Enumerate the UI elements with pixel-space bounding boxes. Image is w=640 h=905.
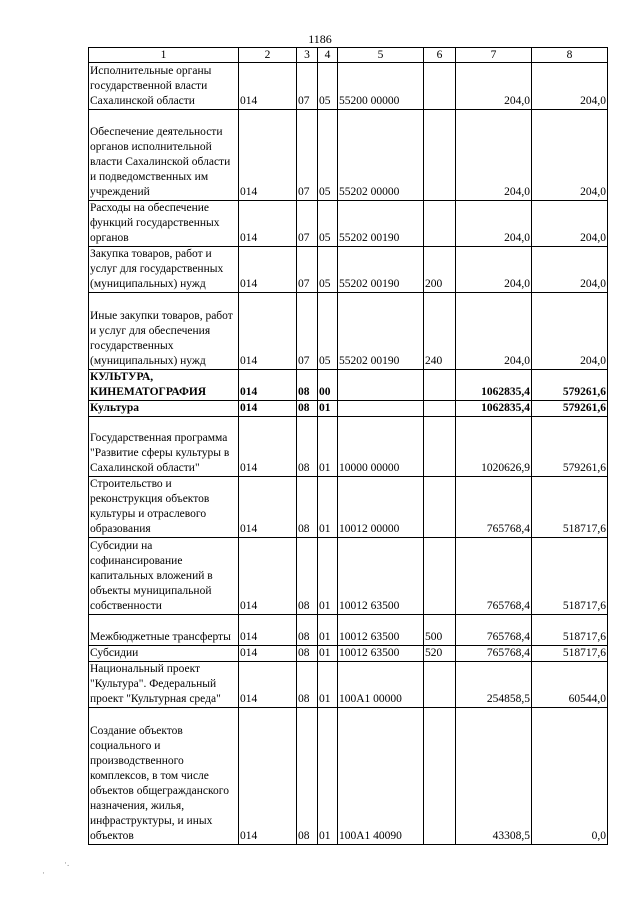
ministry-code-cell: 014 bbox=[239, 477, 297, 538]
subsection-code-cell: 05 bbox=[318, 201, 338, 247]
row-name-cell: Обеспечение деятельности органов исполнительной власти Сахалинской области и подведомственных им учреждений bbox=[89, 110, 239, 201]
table-row bbox=[89, 401, 608, 417]
subsection-code-cell: 05 bbox=[318, 63, 338, 110]
amount-year1-cell: 204,0 bbox=[456, 201, 532, 247]
amount-year1-cell: 254858,5 bbox=[456, 662, 532, 708]
row-name-cell: Государственная программа "Развитие сферы культуры в Сахалинской области" bbox=[89, 417, 239, 477]
table-row bbox=[89, 370, 608, 401]
table-row bbox=[89, 662, 608, 708]
amount-year2-cell: 518717,6 bbox=[532, 477, 608, 538]
page-number: 1186 bbox=[308, 32, 332, 46]
amount-year2-cell: 579261,6 bbox=[532, 370, 608, 401]
amount-year1-cell: 1062835,4 bbox=[456, 370, 532, 401]
amount-year2-cell: 518717,6 bbox=[532, 538, 608, 615]
row-name-cell: Создание объектов социального и производственного комплексов, в том числе объектов общегражданского назначения, жилья, инфраструктуры, и иных объектов bbox=[89, 708, 239, 845]
amount-year2-cell: 204,0 bbox=[532, 63, 608, 110]
subsection-code-cell: 01 bbox=[318, 417, 338, 477]
target-article-cell: 10012 63500 bbox=[338, 646, 424, 662]
column-header: 2 bbox=[239, 48, 297, 63]
expense-type-cell bbox=[424, 401, 456, 417]
column-header: 7 bbox=[456, 48, 532, 63]
column-header: 8 bbox=[532, 48, 608, 63]
ministry-code-cell: 014 bbox=[239, 615, 297, 646]
subsection-code-cell: 01 bbox=[318, 646, 338, 662]
expense-type-cell bbox=[424, 662, 456, 708]
scan-speck: ·. bbox=[64, 858, 70, 868]
subsection-code-cell: 05 bbox=[318, 110, 338, 201]
amount-year1-cell: 204,0 bbox=[456, 247, 532, 293]
table-row bbox=[89, 708, 608, 845]
table-row bbox=[89, 417, 608, 477]
section-code-cell: 07 bbox=[297, 63, 318, 110]
ministry-code-cell: 014 bbox=[239, 538, 297, 615]
section-code-cell: 07 bbox=[297, 110, 318, 201]
subsection-code-cell: 01 bbox=[318, 708, 338, 845]
table-header-row bbox=[89, 48, 608, 63]
amount-year2-cell: 204,0 bbox=[532, 293, 608, 370]
target-article-cell: 55202 00190 bbox=[338, 293, 424, 370]
table-row bbox=[89, 615, 608, 646]
subsection-code-cell: 01 bbox=[318, 662, 338, 708]
target-article-cell: 10012 00000 bbox=[338, 477, 424, 538]
target-article-cell: 55200 00000 bbox=[338, 63, 424, 110]
section-code-cell: 07 bbox=[297, 247, 318, 293]
expense-type-cell: 500 bbox=[424, 615, 456, 646]
table-row bbox=[89, 646, 608, 662]
amount-year2-cell: 204,0 bbox=[532, 247, 608, 293]
amount-year2-cell: 518717,6 bbox=[532, 615, 608, 646]
section-code-cell: 08 bbox=[297, 417, 318, 477]
amount-year1-cell: 765768,4 bbox=[456, 646, 532, 662]
ministry-code-cell: 014 bbox=[239, 63, 297, 110]
target-article-cell: 10012 63500 bbox=[338, 615, 424, 646]
table-row bbox=[89, 477, 608, 538]
target-article-cell: 55202 00190 bbox=[338, 247, 424, 293]
target-article-cell: 55202 00000 bbox=[338, 110, 424, 201]
section-code-cell: 08 bbox=[297, 615, 318, 646]
subsection-code-cell: 05 bbox=[318, 293, 338, 370]
table-row bbox=[89, 538, 608, 615]
amount-year1-cell: 43308,5 bbox=[456, 708, 532, 845]
ministry-code-cell: 014 bbox=[239, 370, 297, 401]
table-row bbox=[89, 247, 608, 293]
table-body bbox=[89, 63, 608, 845]
expense-type-cell bbox=[424, 370, 456, 401]
row-name-cell: Расходы на обеспечение функций государственных органов bbox=[89, 201, 239, 247]
section-code-cell: 08 bbox=[297, 477, 318, 538]
column-header: 1 bbox=[89, 48, 239, 63]
expense-type-cell bbox=[424, 417, 456, 477]
subsection-code-cell: 01 bbox=[318, 538, 338, 615]
amount-year1-cell: 765768,4 bbox=[456, 615, 532, 646]
row-name-cell: КУЛЬТУРА, КИНЕМАТОГРАФИЯ bbox=[89, 370, 239, 401]
ministry-code-cell: 014 bbox=[239, 708, 297, 845]
table-row bbox=[89, 63, 608, 110]
expense-type-cell: 240 bbox=[424, 293, 456, 370]
ministry-code-cell: 014 bbox=[239, 201, 297, 247]
amount-year1-cell: 204,0 bbox=[456, 63, 532, 110]
ministry-code-cell: 014 bbox=[239, 293, 297, 370]
expense-type-cell bbox=[424, 201, 456, 247]
ministry-code-cell: 014 bbox=[239, 401, 297, 417]
column-header: 6 bbox=[424, 48, 456, 63]
subsection-code-cell: 01 bbox=[318, 477, 338, 538]
row-name-cell: Иные закупки товаров, работ и услуг для обеспечения государственных (муниципальных) нужд bbox=[89, 293, 239, 370]
row-name-cell: Межбюджетные трансферты bbox=[89, 615, 239, 646]
section-code-cell: 08 bbox=[297, 401, 318, 417]
ministry-code-cell: 014 bbox=[239, 646, 297, 662]
amount-year2-cell: 204,0 bbox=[532, 110, 608, 201]
table-row bbox=[89, 110, 608, 201]
subsection-code-cell: 01 bbox=[318, 615, 338, 646]
ministry-code-cell: 014 bbox=[239, 662, 297, 708]
amount-year1-cell: 765768,4 bbox=[456, 477, 532, 538]
column-header: 5 bbox=[338, 48, 424, 63]
section-code-cell: 08 bbox=[297, 708, 318, 845]
amount-year2-cell: 518717,6 bbox=[532, 646, 608, 662]
amount-year2-cell: 60544,0 bbox=[532, 662, 608, 708]
row-name-cell: Субсидии bbox=[89, 646, 239, 662]
row-name-cell: Субсидии на софинансирование капитальных вложений в объекты муниципальной собственности bbox=[89, 538, 239, 615]
target-article-cell: 10012 63500 bbox=[338, 538, 424, 615]
amount-year1-cell: 1020626,9 bbox=[456, 417, 532, 477]
row-name-cell: Исполнительные органы государственной власти Сахалинской области bbox=[89, 63, 239, 110]
row-name-cell: Национальный проект "Культура". Федеральный проект "Культурная среда" bbox=[89, 662, 239, 708]
expense-type-cell: 200 bbox=[424, 247, 456, 293]
section-code-cell: 08 bbox=[297, 662, 318, 708]
scan-speck: · bbox=[42, 868, 45, 878]
table-row bbox=[89, 293, 608, 370]
section-code-cell: 08 bbox=[297, 646, 318, 662]
amount-year1-cell: 1062835,4 bbox=[456, 401, 532, 417]
ministry-code-cell: 014 bbox=[239, 417, 297, 477]
amount-year1-cell: 204,0 bbox=[456, 110, 532, 201]
expense-type-cell bbox=[424, 538, 456, 615]
target-article-cell: 100А1 40090 bbox=[338, 708, 424, 845]
amount-year2-cell: 579261,6 bbox=[532, 401, 608, 417]
amount-year2-cell: 0,0 bbox=[532, 708, 608, 845]
amount-year1-cell: 204,0 bbox=[456, 293, 532, 370]
row-name-cell: Культура bbox=[89, 401, 239, 417]
row-name-cell: Строительство и реконструкция объектов культуры и отраслевого образования bbox=[89, 477, 239, 538]
row-name-cell: Закупка товаров, работ и услуг для государственных (муниципальных) нужд bbox=[89, 247, 239, 293]
expense-type-cell bbox=[424, 63, 456, 110]
target-article-cell: 55202 00190 bbox=[338, 201, 424, 247]
ministry-code-cell: 014 bbox=[239, 247, 297, 293]
amount-year2-cell: 579261,6 bbox=[532, 417, 608, 477]
subsection-code-cell: 00 bbox=[318, 370, 338, 401]
target-article-cell: 100А1 00000 bbox=[338, 662, 424, 708]
expense-type-cell bbox=[424, 708, 456, 845]
table-row bbox=[89, 201, 608, 247]
expense-type-cell bbox=[424, 110, 456, 201]
section-code-cell: 08 bbox=[297, 538, 318, 615]
column-header: 4 bbox=[318, 48, 338, 63]
section-code-cell: 07 bbox=[297, 201, 318, 247]
column-header: 3 bbox=[297, 48, 318, 63]
target-article-cell bbox=[338, 370, 424, 401]
subsection-code-cell: 01 bbox=[318, 401, 338, 417]
amount-year1-cell: 765768,4 bbox=[456, 538, 532, 615]
budget-table bbox=[88, 47, 608, 845]
expense-type-cell bbox=[424, 477, 456, 538]
ministry-code-cell: 014 bbox=[239, 110, 297, 201]
section-code-cell: 07 bbox=[297, 293, 318, 370]
expense-type-cell: 520 bbox=[424, 646, 456, 662]
target-article-cell: 10000 00000 bbox=[338, 417, 424, 477]
subsection-code-cell: 05 bbox=[318, 247, 338, 293]
amount-year2-cell: 204,0 bbox=[532, 201, 608, 247]
target-article-cell bbox=[338, 401, 424, 417]
section-code-cell: 08 bbox=[297, 370, 318, 401]
